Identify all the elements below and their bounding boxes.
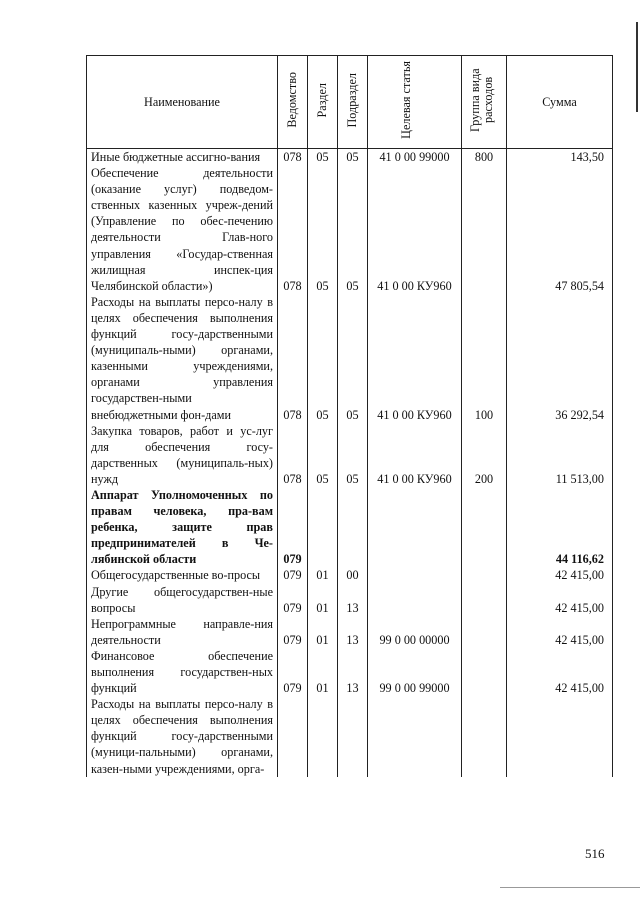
table-row bbox=[87, 567, 613, 583]
header-gruppa: Группа вида расходов bbox=[462, 56, 507, 149]
row-summa: 143,50 bbox=[507, 149, 613, 166]
header-name: Наименование bbox=[87, 56, 278, 149]
table-row bbox=[87, 149, 613, 166]
row-gruppa: 800 bbox=[462, 149, 507, 166]
row-name: Расходы на выплаты персо-налу в целях обеспечения выполнения функций госу-дарственными (муници-пальными) органами, казен-ными учреждениями, орга- bbox=[87, 696, 278, 776]
row-name: Общегосударственные во-просы bbox=[87, 567, 278, 583]
row-vedomstvo: 078 bbox=[278, 294, 308, 423]
row-gruppa: 200 bbox=[462, 423, 507, 487]
budget-table bbox=[86, 55, 613, 777]
row-vedomstvo: 079 bbox=[278, 648, 308, 696]
row-razdel: 05 bbox=[308, 423, 338, 487]
row-gruppa bbox=[462, 648, 507, 696]
row-celevaya bbox=[368, 487, 462, 567]
row-razdel bbox=[308, 696, 338, 776]
row-razdel: 05 bbox=[308, 294, 338, 423]
row-razdel: 01 bbox=[308, 567, 338, 583]
table-row bbox=[87, 616, 613, 648]
row-name: Расходы на выплаты персо-налу в целях обеспечения выполнения функций госу-дарственными (муниципаль-ными) органами, казенными учреждениями, органами управления государствен-ными внебюджетными фон-дами bbox=[87, 294, 278, 423]
table-header-row bbox=[87, 56, 613, 149]
row-name: Финансовое обеспечение выполнения государствен-ных функций bbox=[87, 648, 278, 696]
row-summa: 11 513,00 bbox=[507, 423, 613, 487]
row-razdel bbox=[308, 487, 338, 567]
row-razdel: 05 bbox=[308, 165, 338, 294]
row-celevaya: 41 0 00 99000 bbox=[368, 149, 462, 166]
row-celevaya: 99 0 00 99000 bbox=[368, 648, 462, 696]
table-row bbox=[87, 423, 613, 487]
row-gruppa bbox=[462, 696, 507, 776]
table-row bbox=[87, 696, 613, 776]
table-row bbox=[87, 294, 613, 423]
row-vedomstvo: 079 bbox=[278, 616, 308, 648]
row-podrazdel: 05 bbox=[338, 294, 368, 423]
row-vedomstvo: 078 bbox=[278, 423, 308, 487]
row-gruppa bbox=[462, 567, 507, 583]
table-row bbox=[87, 487, 613, 567]
row-podrazdel bbox=[338, 487, 368, 567]
row-name: Закупка товаров, работ и ус-луг для обеспечения госу-дарственных (муниципаль-ных) нужд bbox=[87, 423, 278, 487]
row-podrazdel: 05 bbox=[338, 423, 368, 487]
row-celevaya: 41 0 00 КУ960 bbox=[368, 423, 462, 487]
row-celevaya bbox=[368, 696, 462, 776]
row-celevaya bbox=[368, 584, 462, 616]
row-vedomstvo: 079 bbox=[278, 567, 308, 583]
row-razdel: 01 bbox=[308, 648, 338, 696]
row-vedomstvo: 079 bbox=[278, 584, 308, 616]
header-summa: Сумма bbox=[507, 56, 613, 149]
row-vedomstvo: 078 bbox=[278, 165, 308, 294]
page-number: 516 bbox=[585, 846, 605, 861]
row-summa bbox=[507, 696, 613, 776]
row-gruppa: 100 bbox=[462, 294, 507, 423]
row-name: Непрограммные направле-ния деятельности bbox=[87, 616, 278, 648]
table-row bbox=[87, 165, 613, 294]
row-podrazdel: 05 bbox=[338, 149, 368, 166]
row-name: Обеспечение деятельности (оказание услуг) подведом-ственных казенных учреж-дений (Управление по обес-печению деятельности Глав-ного управления «Государ-ственная жилищная инспек-ция Челябинской области») bbox=[87, 165, 278, 294]
header-podrazdel: Подраздел bbox=[338, 56, 368, 149]
table-row bbox=[87, 648, 613, 696]
row-podrazdel: 00 bbox=[338, 567, 368, 583]
row-gruppa bbox=[462, 584, 507, 616]
row-summa: 36 292,54 bbox=[507, 294, 613, 423]
row-name: Иные бюджетные ассигно-вания bbox=[87, 149, 278, 166]
row-celevaya: 41 0 00 КУ960 bbox=[368, 165, 462, 294]
row-summa: 42 415,00 bbox=[507, 616, 613, 648]
row-celevaya: 99 0 00 00000 bbox=[368, 616, 462, 648]
header-celevaya: Целевая статья bbox=[368, 56, 462, 149]
row-podrazdel: 05 bbox=[338, 165, 368, 294]
row-summa: 42 415,00 bbox=[507, 567, 613, 583]
table-row bbox=[87, 584, 613, 616]
row-podrazdel bbox=[338, 696, 368, 776]
row-summa: 42 415,00 bbox=[507, 648, 613, 696]
row-summa: 47 805,54 bbox=[507, 165, 613, 294]
row-name: Аппарат Уполномоченных по правам человека, пра-вам ребенка, защите прав предпринимателей в Че-лябинской области bbox=[87, 487, 278, 567]
row-gruppa bbox=[462, 616, 507, 648]
header-razdel: Раздел bbox=[308, 56, 338, 149]
row-razdel: 05 bbox=[308, 149, 338, 166]
row-vedomstvo: 079 bbox=[278, 487, 308, 567]
row-podrazdel: 13 bbox=[338, 616, 368, 648]
scan-edge-mark bbox=[636, 22, 638, 112]
row-name: Другие общегосударствен-ные вопросы bbox=[87, 584, 278, 616]
row-podrazdel: 13 bbox=[338, 648, 368, 696]
row-vedomstvo bbox=[278, 696, 308, 776]
row-gruppa bbox=[462, 487, 507, 567]
row-summa: 44 116,62 bbox=[507, 487, 613, 567]
row-razdel: 01 bbox=[308, 584, 338, 616]
row-gruppa bbox=[462, 165, 507, 294]
row-vedomstvo: 078 bbox=[278, 149, 308, 166]
row-celevaya: 41 0 00 КУ960 bbox=[368, 294, 462, 423]
row-celevaya bbox=[368, 567, 462, 583]
row-razdel: 01 bbox=[308, 616, 338, 648]
row-podrazdel: 13 bbox=[338, 584, 368, 616]
row-summa: 42 415,00 bbox=[507, 584, 613, 616]
footer-rule bbox=[500, 887, 640, 888]
header-vedomstvo: Ведомство bbox=[278, 56, 308, 149]
